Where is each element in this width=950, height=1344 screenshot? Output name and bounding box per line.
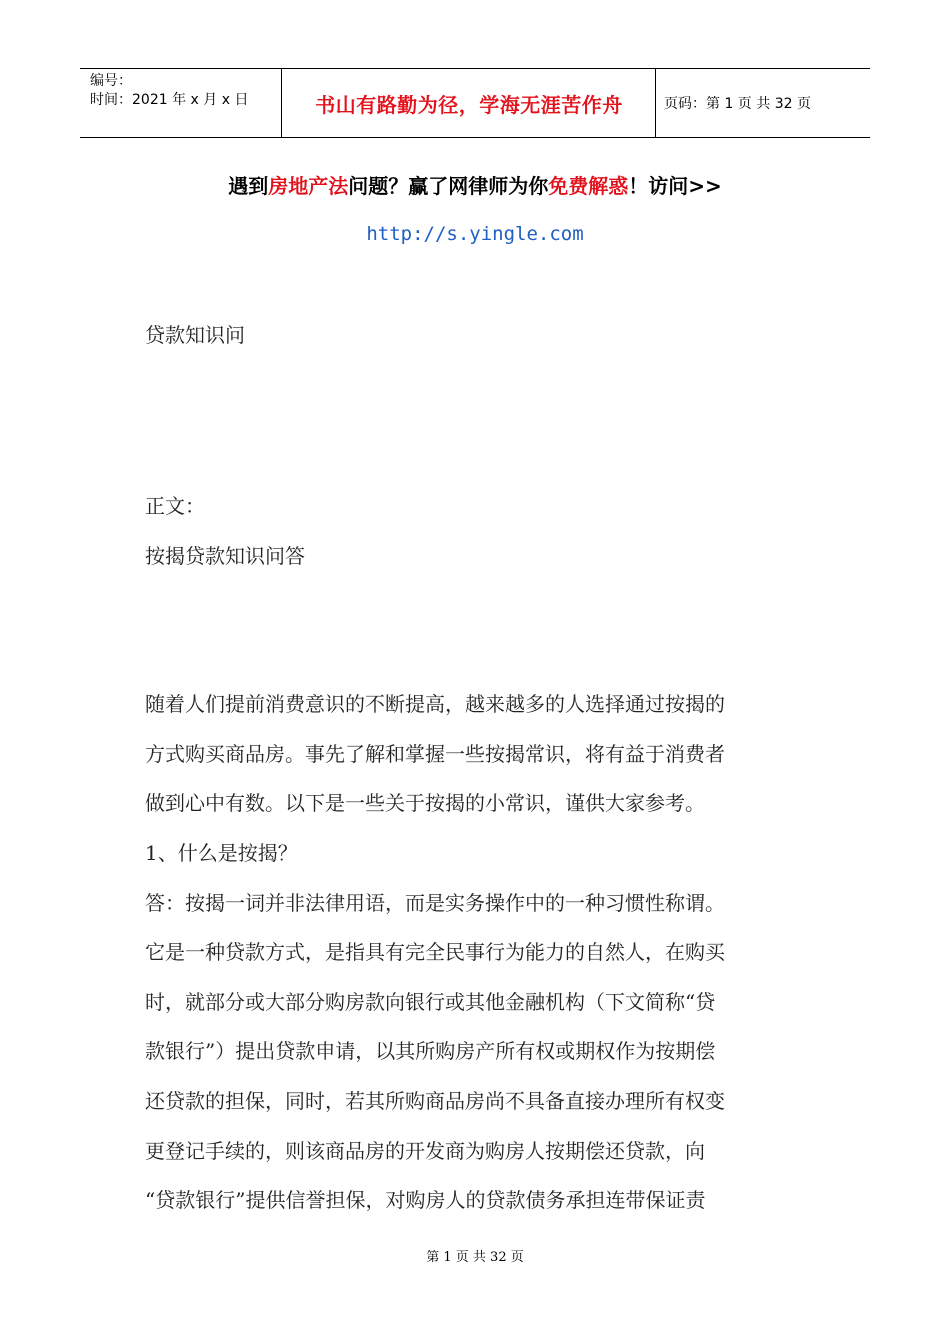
section-label: 正文： [145, 494, 205, 518]
document-header [80, 68, 870, 138]
document-title: 贷款知识问 [145, 323, 245, 347]
paragraph-spacer [145, 581, 795, 680]
header-divider [655, 69, 656, 137]
body-line: “贷款银行”提供信誉担保，对购房人的贷款债务承担连带保证责 [145, 1188, 706, 1213]
body-line: 答：按揭一词并非法律用语，而是实务操作中的一种习惯性称谓。 [145, 890, 725, 915]
document-subtitle: 按揭贷款知识问答 [145, 543, 305, 568]
page-footer: 第 1 页 共 32 页 [426, 1250, 524, 1265]
document-body [145, 482, 795, 1226]
promo-text: 问题？赢了网律师为你 [348, 174, 549, 198]
header-page-info: 页码：第 1 页 共 32 页 [664, 96, 811, 112]
body-line: 更登记手续的，则该商品房的开发商为购房人按期偿还贷款，向 [145, 1138, 705, 1163]
promo-text: 遇到 [228, 174, 269, 198]
body-line: 款银行”）提出贷款申请，以其所购房产所有权或期权作为按期偿 [145, 1039, 716, 1064]
number-label: 编号： [90, 73, 132, 89]
body-line: 随着人们提前消费意识的不断提高，越来越多的人选择通过按揭的 [145, 692, 725, 717]
promo-highlight: 免费解惑 [548, 174, 629, 198]
body-line: 时，就部分或大部分购房款向银行或其他金融机构（下文简称“贷 [145, 989, 716, 1014]
promo-link[interactable]: http://s.yingle.com [366, 223, 584, 245]
question-heading: 1、什么是按揭？ [145, 840, 298, 865]
body-line: 方式购买商品房。事先了解和掌握一些按揭常识，将有益于消费者 [145, 741, 725, 766]
date-label: 时间：2021 年 x 月 x 日 [90, 92, 249, 108]
promo-text: ！访问>> [628, 174, 722, 198]
header-motto: 书山有路勤为径，学海无涯苦作舟 [315, 92, 623, 117]
body-line: 它是一种贷款方式，是指具有完全民事行为能力的自然人，在购买 [145, 940, 725, 965]
header-meta [90, 72, 248, 110]
body-line: 做到心中有数。以下是一些关于按揭的小常识，谨供大家参考。 [145, 791, 705, 816]
body-line: 还贷款的担保，同时，若其所购商品房尚不具备直接办理所有权变 [145, 1088, 725, 1113]
promo-banner[interactable] [0, 170, 950, 199]
promo-highlight: 房地产法 [268, 174, 349, 198]
